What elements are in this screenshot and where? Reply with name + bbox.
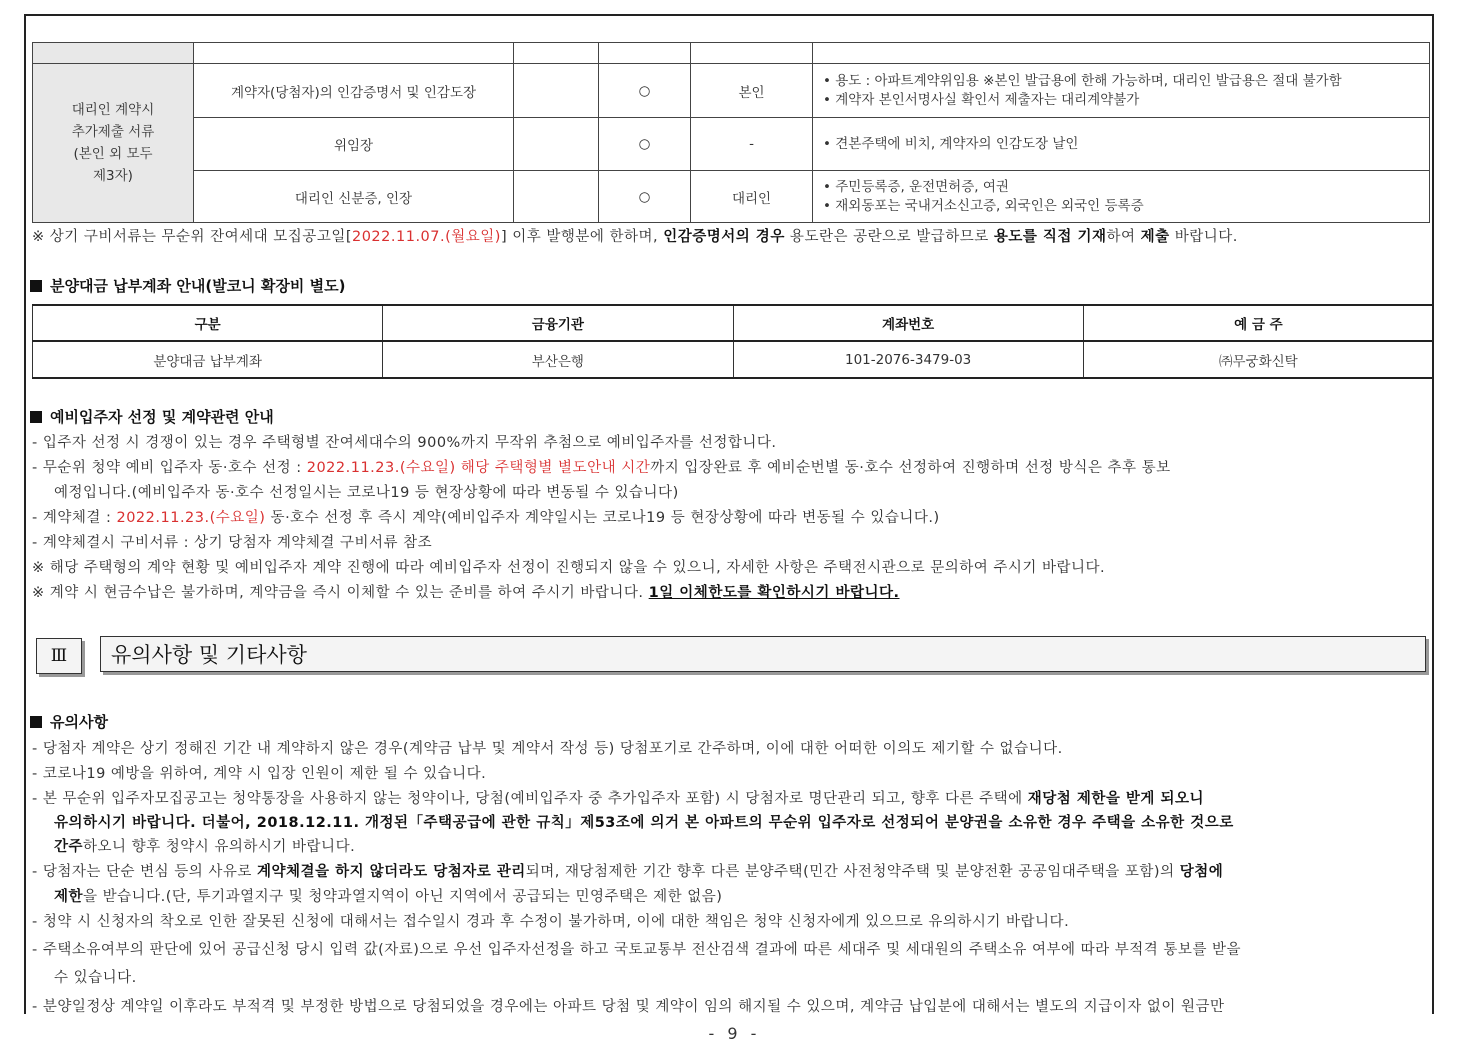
- section-number: Ⅲ: [36, 638, 82, 674]
- note-cell: • 견본주택에 비치, 계약자의 인감도장 날인: [813, 118, 1430, 171]
- table-cell: 분양대금 납부계좌: [33, 341, 383, 378]
- list-item: - 당첨자는 단순 변심 등의 사유로 계약체결을 하지 않더라도 당첨자로 관리되며, 재당첨제한 기간 향후 다른 분양주택(민간 사전청약주택 및 분양전환 공공임대주택을 포함)의 당첨에: [32, 864, 1224, 880]
- square-bullet-icon: [30, 280, 42, 292]
- list-item: - 본 무순위 입주자모집공고는 청약통장을 사용하지 않는 청약이나, 당첨(예비입주자 중 추가입주자 포함) 시 당첨자로 명단관리 되고, 향후 다른 주택에 재당첨 제한을 받게 되오니: [32, 791, 1204, 807]
- column-header: 구분: [33, 305, 383, 341]
- list-item: 예정입니다.(예비입주자 동·호수 선정일시는 코로나19 등 현장상황에 따라 변동될 수 있습니다): [54, 485, 679, 501]
- doc-cell: 계약자(당첨자)의 인감증명서 및 인감도장: [194, 64, 514, 118]
- table-cell: 부산은행: [383, 341, 733, 378]
- mark-cell: ○: [599, 171, 691, 223]
- table-cell: 101-2076-3479-03: [733, 341, 1083, 378]
- list-item: - 코로나19 예방을 위하여, 계약 시 입장 인원이 제한 될 수 있습니다.: [32, 766, 487, 782]
- square-bullet-icon: [30, 411, 42, 423]
- account-heading: 분양대금 납부계좌 안내(발코니 확장비 별도): [30, 275, 345, 296]
- reserve-heading: 예비입주자 선정 및 계약관련 안내: [30, 406, 274, 427]
- mark-cell: ○: [599, 118, 691, 171]
- issuer-cell: 본인: [691, 64, 813, 118]
- list-item: - 청약 시 신청자의 착오로 인한 잘못된 신청에 대해서는 접수일시 경과 후 수정이 불가하며, 이에 대한 책임은 청약 신청자에게 있으므로 유의하시기 바랍니다.: [32, 914, 1070, 930]
- list-item: - 당첨자 계약은 상기 정해진 기간 내 계약하지 않은 경우(계약금 납부 및 계약서 작성 등) 당첨포기로 간주하며, 이에 대한 어떠한 이의도 제기할 수 없습니다.: [32, 741, 1063, 757]
- doc-cell: 위임장: [194, 118, 514, 171]
- column-header: 계좌번호: [733, 305, 1083, 341]
- list-item: - 무순위 청약 예비 입주자 동·호수 선정 : 2022.11.23.(수요일) 해당 주택형별 별도안내 시간까지 입장완료 후 예비순번별 동·호수 선정하여 진행하며 선정 방식은 추후 통보: [32, 460, 1171, 476]
- document-note: ※ 상기 구비서류는 무순위 잔여세대 모집공고일[2022.11.07.(월요일)] 이후 발행분에 한하며, 인감증명서의 경우 용도란은 공란으로 발급하므로 용도를 직접 기재하여 제출 바랍니다.: [32, 229, 1238, 245]
- column-header: 예 금 주: [1083, 305, 1433, 341]
- note-cell: • 주민등록증, 운전면허증, 여권 • 재외동포는 국내거소신고증, 외국인은 외국인 등록증: [813, 171, 1430, 223]
- doc-cell: 대리인 신분증, 인장: [194, 171, 514, 223]
- table-cell: ㈜무궁화신탁: [1083, 341, 1433, 378]
- issuer-cell: -: [691, 118, 813, 171]
- issuer-cell: 대리인: [691, 171, 813, 223]
- list-item: - 분양일정상 계약일 이후라도 부적격 및 부정한 방법으로 당첨되었을 경우에는 아파트 당첨 및 계약이 임의 해지될 수 있으며, 계약금 납입분에 대해서는 별도의 지급이자 없이 원금만: [32, 999, 1225, 1014]
- list-item: 유의하시기 바랍니다. 더불어, 2018.12.11. 개정된「주택공급에 관한 규칙」제53조에 의거 본 아파트의 무순위 입주자로 선정되어 분양권을 소유한 경우 주택을 소유한 것으로: [54, 815, 1234, 831]
- list-item: ※ 해당 주택형의 계약 현황 및 예비입주자 계약 진행에 따라 예비입주자 선정이 진행되지 않을 수 있으니, 자세한 사항은 주택전시관으로 문의하여 주시기 바랍니다.: [32, 560, 1106, 576]
- list-item: 간주하오니 향후 청약시 유의하시기 바랍니다.: [54, 839, 356, 855]
- page-number: - 9 -: [708, 1024, 761, 1043]
- list-item: - 입주자 선정 시 경쟁이 있는 경우 주택형별 잔여세대수의 900%까지 무작위 추첨으로 예비입주자를 선정합니다.: [32, 435, 777, 451]
- mark-cell: ○: [599, 64, 691, 118]
- square-bullet-icon: [30, 716, 42, 728]
- note-cell: • 용도 : 아파트계약위임용 ※본인 발급용에 한해 가능하며, 대리인 발급용은 절대 불가함 • 계약자 본인서명사실 확인서 제출자는 대리계약불가: [813, 64, 1430, 118]
- account-table: [32, 304, 1434, 379]
- cautions-heading: 유의사항: [30, 711, 108, 732]
- list-item: - 계약체결시 구비서류 : 상기 당첨자 계약체결 구비서류 참조: [32, 535, 433, 551]
- document-page: [24, 14, 1434, 1014]
- list-item: 제한을 받습니다.(단, 투기과열지구 및 청약과열지역이 아닌 지역에서 공급되는 민영주택은 제한 없음): [54, 889, 723, 905]
- category-cell: 대리인 계약시 추가제출 서류 (본인 외 모두 제3자): [33, 64, 194, 223]
- document-table: [32, 42, 1430, 223]
- list-item: ※ 계약 시 현금수납은 불가하며, 계약금을 즉시 이체할 수 있는 준비를 하여 주시기 바랍니다. 1일 이체한도를 확인하시기 바랍니다.: [32, 585, 900, 601]
- list-item: - 주택소유여부의 판단에 있어 공급신청 당시 입력 값(자료)으로 우선 입주자선정을 하고 국토교통부 전산검색 결과에 따른 세대주 및 세대원의 주택소유 여부에 따라 부적격 통보를 받을: [32, 942, 1242, 958]
- column-header: 금융기관: [383, 305, 733, 341]
- list-item: 수 있습니다.: [54, 970, 137, 986]
- section-title: 유의사항 및 기타사항: [100, 636, 1426, 672]
- list-item: - 계약체결 : 2022.11.23.(수요일) 동·호수 선정 후 즉시 계약(예비입주자 계약일시는 코로나19 등 현장상황에 따라 변동될 수 있습니다.): [32, 510, 940, 526]
